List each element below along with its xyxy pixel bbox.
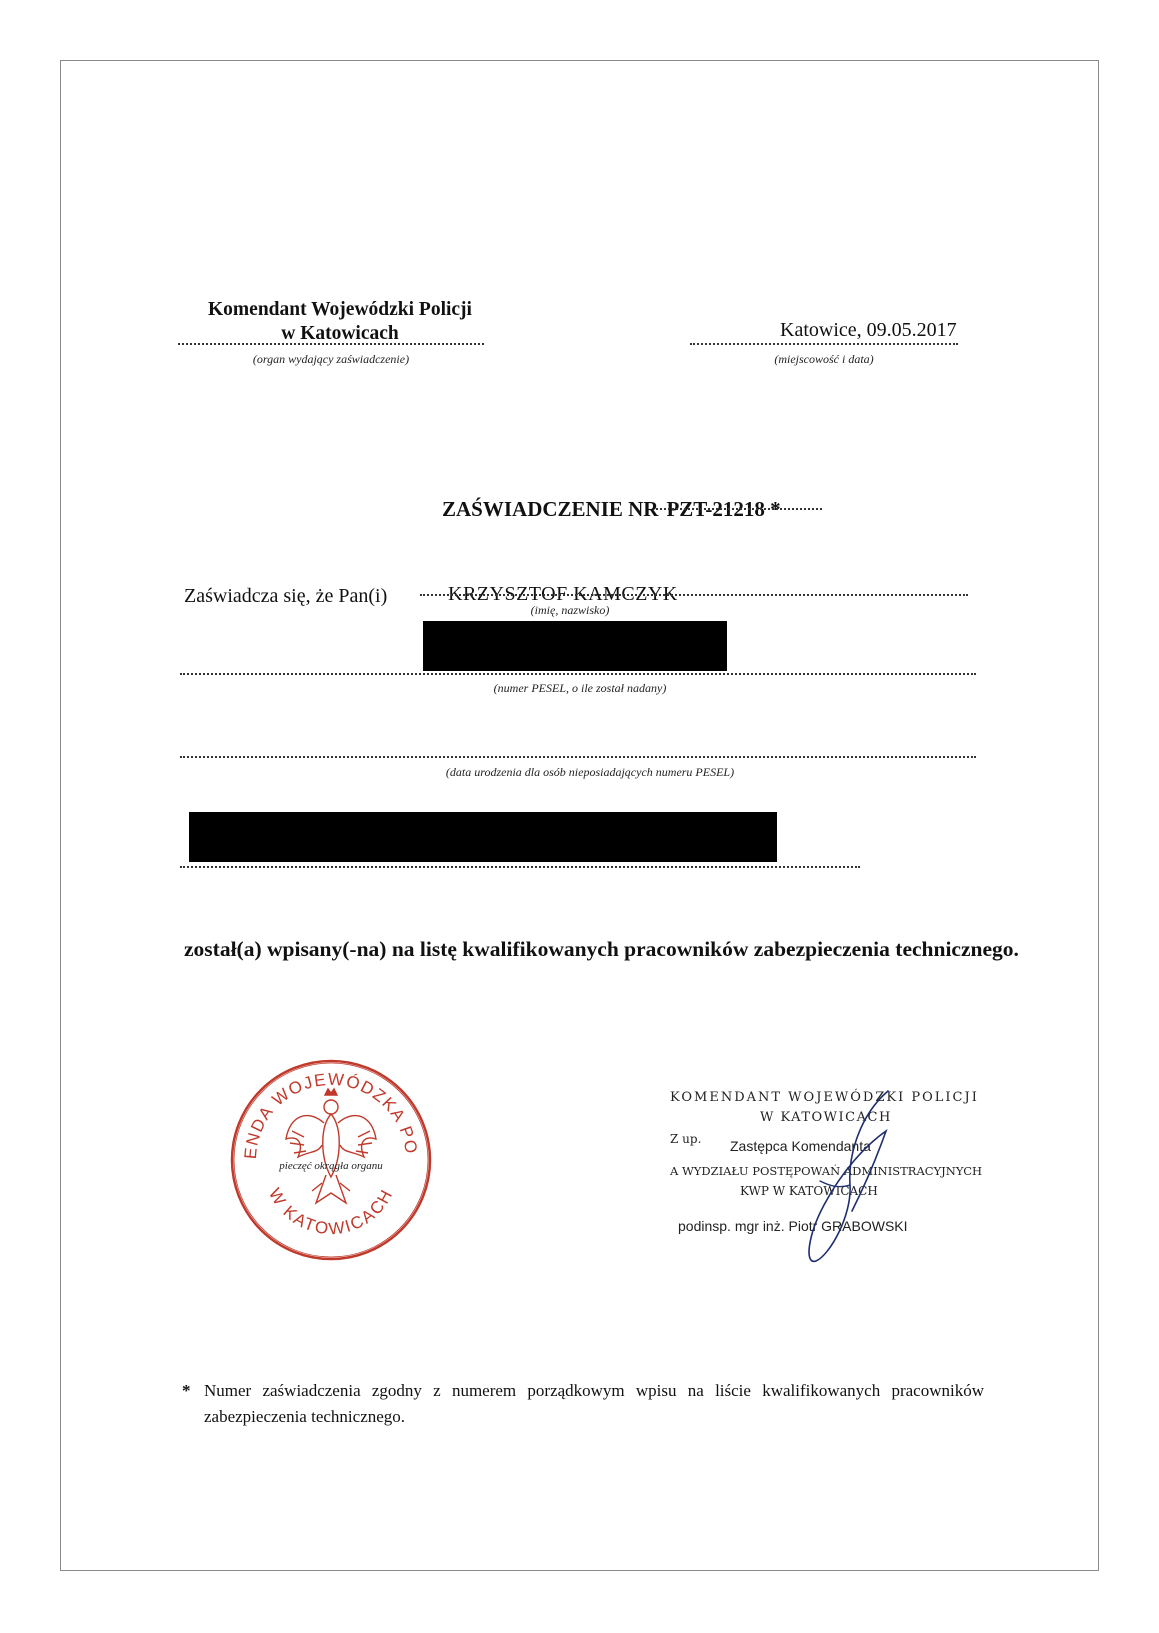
number-dotted-line [656,508,822,510]
issuer-line-1: Komendant Wojewódzki Policji [208,299,472,320]
certificate-number: PZT-21218 * [666,497,781,521]
footnote-text: Numer zaświadczenia zgodny z numerem porządkowym wpisu na liście kwalifikowanych pracowników zabezpieczenia technicznego. [204,1381,984,1426]
intro-label: Zaświadcza się, że Pan(i) [184,585,388,607]
name-caption: (imię, nazwisko) [530,603,610,617]
person-name: KRZYSZTOF KAMCZYK [448,583,678,605]
redacted-address [189,812,777,862]
issuer-line-2: w Katowicach [281,323,399,344]
signatory-zup: Z up. [670,1132,702,1146]
name-dotted-line [420,594,968,596]
pesel-dotted-line [180,673,976,675]
issuer-caption: (organ wydający zaświadczenie) [252,352,410,366]
birthdate-caption: (data urodzenia dla osób nieposiadających numeru PESEL) [445,765,735,779]
signatory-unit: KWP W KATOWICACH [740,1184,878,1198]
birthdate-dotted-line [180,756,976,758]
place-and-date: Katowice, 09.05.2017 [780,319,957,341]
signatory-office-line-2: W KATOWICACH [760,1110,892,1125]
footnote-marker: * [182,1381,191,1400]
seal-center-caption: pieczęć okrągła organu [279,1160,383,1172]
signatory-role: Zastępca Komendanta [730,1138,871,1154]
handwritten-signature [790,1085,920,1280]
seal-ring-bottom-text: W KATOWICACH [264,1185,397,1239]
date-caption: (miejscowość i data) [774,352,874,366]
signatory-department: A WYDZIAŁU POSTĘPOWAŃ ADMINISTRACYJNYCH [670,1164,983,1178]
seal-graphic [228,1057,434,1263]
signatory-office-line-1: KOMENDANT WOJEWÓDZKI POLICJI [670,1090,979,1105]
seal-ring-top-text: ENDA WOJEWÓDZKA PO [240,1069,422,1160]
date-dotted-line [690,343,958,345]
redacted-pesel [423,621,727,671]
address-dotted-line [180,866,860,868]
eagle-emblem-icon [286,1089,376,1203]
official-seal [228,1057,434,1268]
certificate-statement: został(a) wpisany(-na) na listę kwalifikowanych pracowników zabezpieczenia technicznego. [184,937,1019,961]
issuing-authority [170,298,510,346]
pesel-caption: (numer PESEL, o ile został nadany) [493,681,667,695]
signature-stroke-icon [790,1085,920,1275]
issuer-dotted-line [178,343,484,345]
certificate-title-prefix: ZAŚWIADCZENIE NR [442,497,659,521]
signatory-name: podinsp. mgr inż. Piotr GRABOWSKI [678,1218,908,1234]
